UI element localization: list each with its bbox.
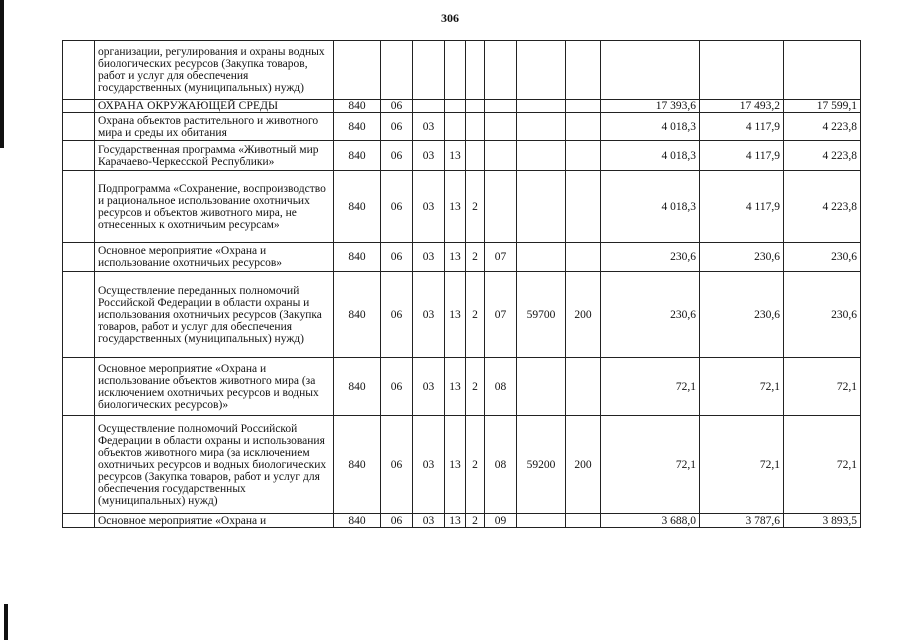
subprogram-code (466, 113, 485, 141)
amount-year-3: 3 893,5 (784, 514, 861, 528)
budget-table (62, 40, 861, 528)
expense-type-code (566, 141, 601, 171)
ministry-code: 840 (334, 113, 381, 141)
subsection-code: 03 (413, 113, 445, 141)
expense-type-code (566, 41, 601, 100)
amount-year-3: 4 223,8 (784, 171, 861, 243)
page-number: 306 (441, 11, 459, 25)
expense-type-code (566, 514, 601, 528)
amount-year-3: 17 599,1 (784, 100, 861, 113)
event-code (485, 171, 517, 243)
table-row (63, 272, 861, 358)
subprogram-code (466, 100, 485, 113)
subprogram-code: 2 (466, 171, 485, 243)
subsection-code: 03 (413, 141, 445, 171)
ministry-code: 840 (334, 171, 381, 243)
row-index-cell (63, 272, 95, 358)
event-code (485, 113, 517, 141)
subprogram-code: 2 (466, 358, 485, 416)
section-code: 06 (381, 272, 413, 358)
direction-code (517, 100, 566, 113)
program-code (445, 100, 466, 113)
row-index-cell (63, 41, 95, 100)
amount-year-3: 4 223,8 (784, 141, 861, 171)
subsection-code: 03 (413, 171, 445, 243)
amount-year-2: 230,6 (700, 243, 784, 272)
ministry-code: 840 (334, 243, 381, 272)
section-code: 06 (381, 514, 413, 528)
expense-type-code (566, 100, 601, 113)
subsection-code: 03 (413, 416, 445, 514)
table-row (63, 514, 861, 528)
table-row (63, 171, 861, 243)
section-code: 06 (381, 100, 413, 113)
row-name: Охрана объектов растительного и животного мира и среды их обитания (95, 113, 334, 141)
event-code (485, 41, 517, 100)
event-code: 07 (485, 272, 517, 358)
program-code: 13 (445, 416, 466, 514)
table-row (63, 358, 861, 416)
direction-code (517, 358, 566, 416)
row-name: Осуществление полномочий Российской Федерации в области охраны и использования объектов животного мира (за исключением охотничьих ресурсов и водных биологических ресурсов (Закупка товаров, работ и услуг для обеспечения государственных (муниципальных) нужд) (95, 416, 334, 514)
amount-year-2: 4 117,9 (700, 141, 784, 171)
expense-type-code (566, 171, 601, 243)
event-code: 08 (485, 358, 517, 416)
event-code: 08 (485, 416, 517, 514)
amount-year-1: 230,6 (601, 272, 700, 358)
event-code: 07 (485, 243, 517, 272)
subprogram-code: 2 (466, 272, 485, 358)
amount-year-2: 4 117,9 (700, 113, 784, 141)
subprogram-code (466, 41, 485, 100)
subsection-code: 03 (413, 358, 445, 416)
row-name: Осуществление переданных полномочий Российской Федерации в области охраны и использования охотничьих ресурсов (Закупка товаров, работ и услуг для обеспечения государственных (муниципальных) нужд) (95, 272, 334, 358)
row-index-cell (63, 113, 95, 141)
ministry-code: 840 (334, 416, 381, 514)
scan-edge-mark-bottom (4, 604, 8, 640)
subprogram-code: 2 (466, 514, 485, 528)
row-name: Подпрограмма «Сохранение, воспроизводство и рациональное использование охотничьих ресурсов и объектов животного мира, не отнесенных к охотничьим ресурсам» (95, 171, 334, 243)
expense-type-code: 200 (566, 416, 601, 514)
table-row (63, 141, 861, 171)
subprogram-code: 2 (466, 416, 485, 514)
amount-year-1: 4 018,3 (601, 113, 700, 141)
section-code: 06 (381, 358, 413, 416)
expense-type-code: 200 (566, 272, 601, 358)
amount-year-2: 3 787,6 (700, 514, 784, 528)
program-code (445, 41, 466, 100)
direction-code (517, 171, 566, 243)
ministry-code: 840 (334, 100, 381, 113)
row-index-cell (63, 514, 95, 528)
expense-type-code (566, 358, 601, 416)
expense-type-code (566, 113, 601, 141)
amount-year-3: 72,1 (784, 416, 861, 514)
amount-year-3: 230,6 (784, 272, 861, 358)
section-code: 06 (381, 171, 413, 243)
ministry-code: 840 (334, 358, 381, 416)
event-code: 09 (485, 514, 517, 528)
row-index-cell (63, 358, 95, 416)
row-name: Основное мероприятие «Охрана и использование охотничьих ресурсов» (95, 243, 334, 272)
expense-type-code (566, 243, 601, 272)
amount-year-3: 72,1 (784, 358, 861, 416)
section-code (381, 41, 413, 100)
amount-year-3 (784, 41, 861, 100)
amount-year-1 (601, 41, 700, 100)
row-name: Основное мероприятие «Охрана и (95, 514, 334, 528)
table-row (63, 100, 861, 113)
section-code: 06 (381, 141, 413, 171)
amount-year-1: 4 018,3 (601, 141, 700, 171)
row-name: Государственная программа «Животный мир Карачаево-Черкесской Республики» (95, 141, 334, 171)
program-code: 13 (445, 171, 466, 243)
amount-year-3: 4 223,8 (784, 113, 861, 141)
program-code: 13 (445, 358, 466, 416)
event-code (485, 141, 517, 171)
subsection-code (413, 41, 445, 100)
amount-year-1: 4 018,3 (601, 171, 700, 243)
table-row (63, 41, 861, 100)
row-name: ОХРАНА ОКРУЖАЮЩЕЙ СРЕДЫ (95, 100, 334, 113)
row-name: Основное мероприятие «Охрана и использование объектов животного мира (за исключением охотничьих ресурсов и водных биологических ресурсов)» (95, 358, 334, 416)
subprogram-code: 2 (466, 243, 485, 272)
row-index-cell (63, 141, 95, 171)
amount-year-2 (700, 41, 784, 100)
amount-year-2: 17 493,2 (700, 100, 784, 113)
program-code: 13 (445, 272, 466, 358)
row-name: организации, регулирования и охраны водных биологических ресурсов (Закупка товаров, работ и услуг для обеспечения государственных (муниципальных) нужд) (95, 41, 334, 100)
subsection-code: 03 (413, 514, 445, 528)
subsection-code: 03 (413, 272, 445, 358)
direction-code (517, 41, 566, 100)
amount-year-2: 72,1 (700, 358, 784, 416)
row-index-cell (63, 243, 95, 272)
direction-code (517, 243, 566, 272)
row-index-cell (63, 171, 95, 243)
ministry-code (334, 41, 381, 100)
row-index-cell (63, 416, 95, 514)
table-row (63, 113, 861, 141)
subprogram-code (466, 141, 485, 171)
event-code (485, 100, 517, 113)
table-row (63, 416, 861, 514)
direction-code: 59200 (517, 416, 566, 514)
amount-year-1: 3 688,0 (601, 514, 700, 528)
section-code: 06 (381, 113, 413, 141)
direction-code (517, 141, 566, 171)
table-row (63, 243, 861, 272)
ministry-code: 840 (334, 141, 381, 171)
direction-code (517, 514, 566, 528)
amount-year-1: 72,1 (601, 416, 700, 514)
direction-code (517, 113, 566, 141)
section-code: 06 (381, 416, 413, 514)
program-code: 13 (445, 514, 466, 528)
direction-code: 59700 (517, 272, 566, 358)
program-code: 13 (445, 141, 466, 171)
subsection-code (413, 100, 445, 113)
amount-year-2: 230,6 (700, 272, 784, 358)
amount-year-1: 230,6 (601, 243, 700, 272)
section-code: 06 (381, 243, 413, 272)
amount-year-1: 17 393,6 (601, 100, 700, 113)
program-code: 13 (445, 243, 466, 272)
row-index-cell (63, 100, 95, 113)
amount-year-2: 4 117,9 (700, 171, 784, 243)
subsection-code: 03 (413, 243, 445, 272)
amount-year-1: 72,1 (601, 358, 700, 416)
amount-year-2: 72,1 (700, 416, 784, 514)
program-code (445, 113, 466, 141)
amount-year-3: 230,6 (784, 243, 861, 272)
ministry-code: 840 (334, 272, 381, 358)
ministry-code: 840 (334, 514, 381, 528)
